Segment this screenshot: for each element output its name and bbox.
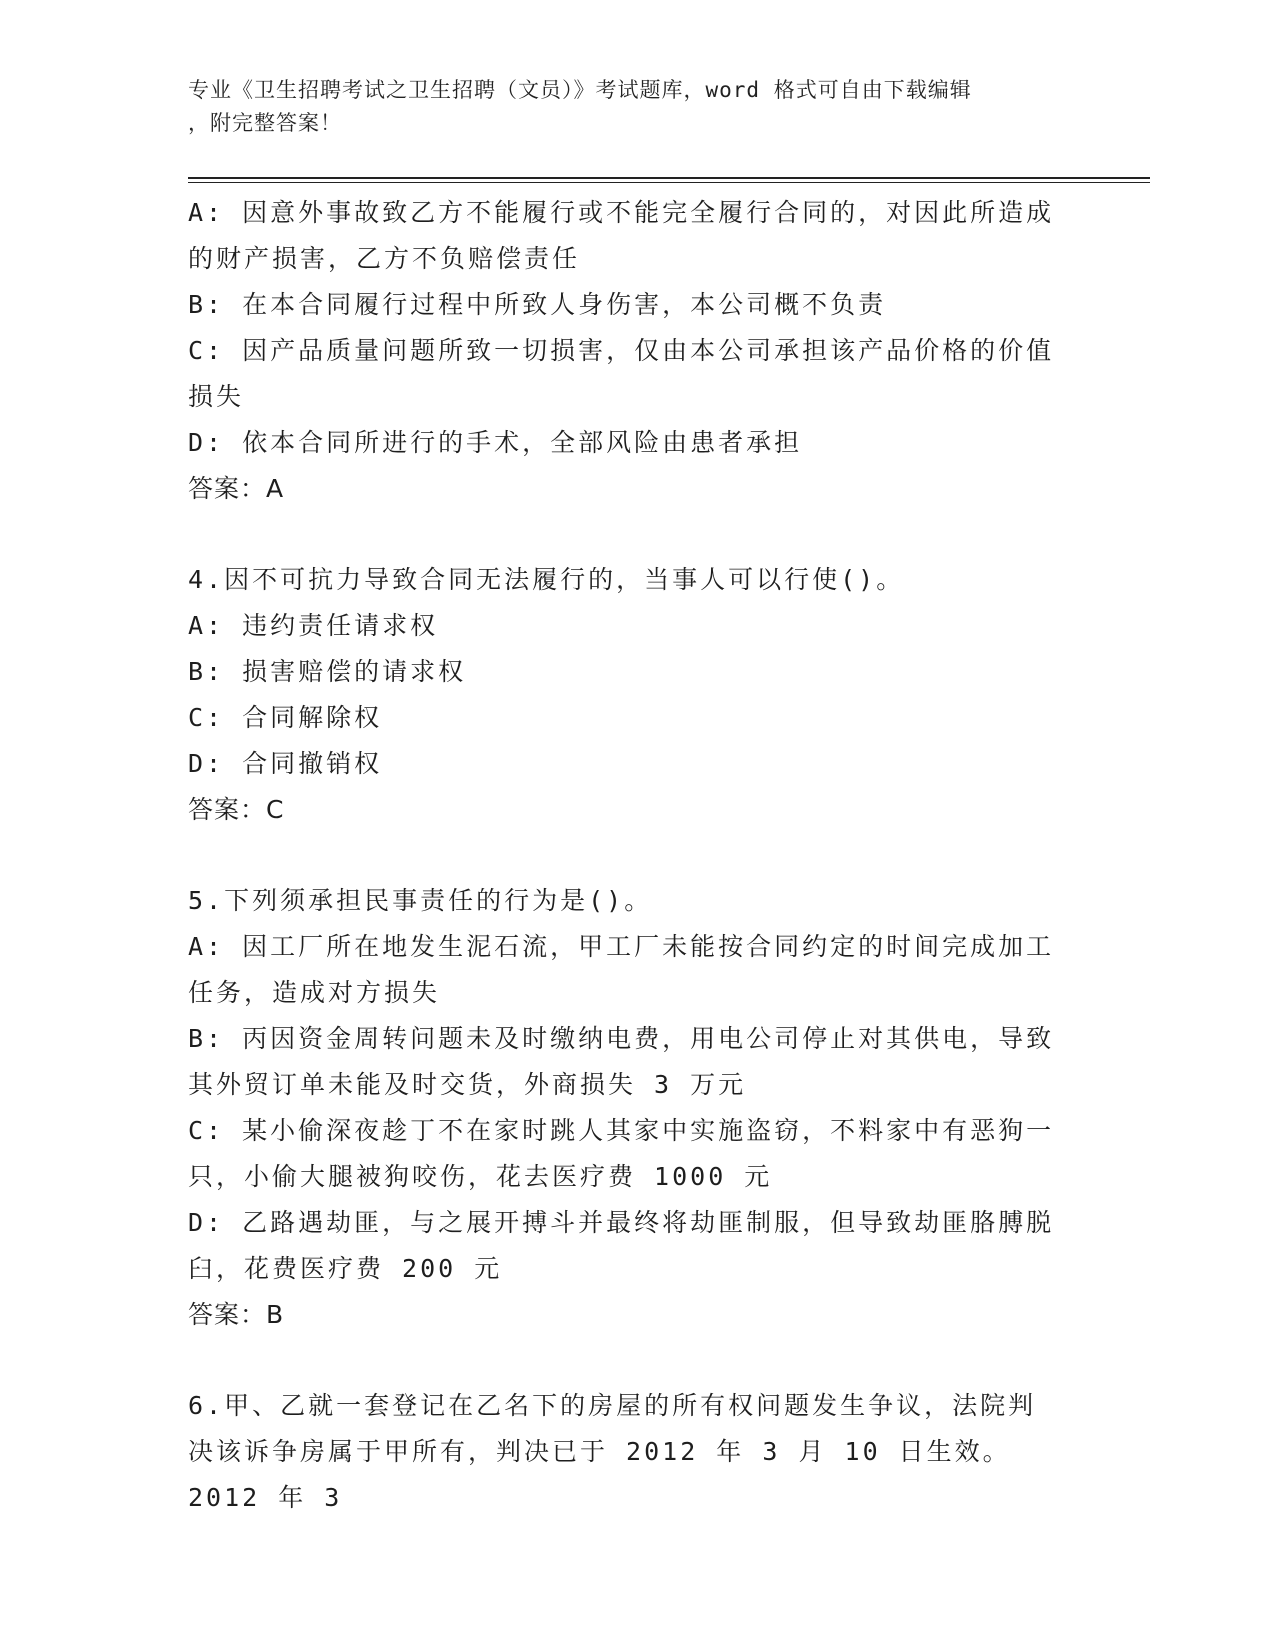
q5-option-c-line-1: C: 某小偷深夜趁丁不在家时跳人其家中实施盗窃，不料家中有恶狗一 bbox=[188, 1116, 1055, 1145]
q4-answer: 答案：C bbox=[188, 795, 285, 824]
q5-option-b-line-2: 其外贸订单未能及时交货，外商损失 3 万元 bbox=[188, 1070, 747, 1099]
q5-option-a-line-1: A: 因工厂所在地发生泥石流，甲工厂未能按合同约定的时间完成加工 bbox=[188, 932, 1055, 961]
question-6 bbox=[188, 1383, 1078, 1521]
document-header bbox=[188, 74, 1068, 140]
q6-stem-line-2: 决该诉争房属于甲所有，判决已于 2012 年 3 月 10 日生效。2012 年 3 bbox=[188, 1437, 1011, 1512]
q5-option-b-line-1: B: 丙因资金周转问题未及时缴纳电费，用电公司停止对其供电，导致 bbox=[188, 1024, 1055, 1053]
q5-stem: 5.下列须承担民事责任的行为是()。 bbox=[188, 886, 653, 915]
q4-stem: 4.因不可抗力导致合同无法履行的，当事人可以行使()。 bbox=[188, 565, 905, 594]
q3-option-b: B: 在本合同履行过程中所致人身伤害，本公司概不负责 bbox=[188, 290, 887, 319]
header-line-2: ，附完整答案！ bbox=[188, 111, 342, 135]
q4-option-c: C: 合同解除权 bbox=[188, 703, 383, 732]
q5-option-a-line-2: 任务，造成对方损失 bbox=[188, 978, 441, 1007]
question-4 bbox=[188, 557, 1078, 833]
q5-option-d-line-2: 臼，花费医疗费 200 元 bbox=[188, 1254, 503, 1283]
q4-option-a: A: 违约责任请求权 bbox=[188, 611, 439, 640]
question-3-options bbox=[188, 190, 1078, 512]
question-5 bbox=[188, 878, 1078, 1338]
q3-answer: 答案：A bbox=[188, 474, 285, 503]
document-body bbox=[188, 190, 1078, 1521]
q5-option-c-line-2: 只，小偷大腿被狗咬伤，花去医疗费 1000 元 bbox=[188, 1162, 773, 1191]
spacer bbox=[188, 833, 1078, 878]
q3-option-a-line-2: 的财产损害，乙方不负赔偿责任 bbox=[188, 244, 581, 273]
header-divider-thin bbox=[188, 182, 1150, 183]
q4-option-d: D: 合同撤销权 bbox=[188, 749, 383, 778]
q3-option-d: D: 依本合同所进行的手术，全部风险由患者承担 bbox=[188, 428, 803, 457]
header-line-1: 专业《卫生招聘考试之卫生招聘（文员）》考试题库，word 格式可自由下载编辑 bbox=[188, 78, 972, 102]
q3-option-a-line-1: A: 因意外事故致乙方不能履行或不能完全履行合同的，对因此所造成 bbox=[188, 198, 1055, 227]
q3-option-c-line-1: C: 因产品质量问题所致一切损害，仅由本公司承担该产品价格的价值 bbox=[188, 336, 1055, 365]
spacer bbox=[188, 1338, 1078, 1383]
q5-answer: 答案：B bbox=[188, 1300, 285, 1329]
q4-option-b: B: 损害赔偿的请求权 bbox=[188, 657, 467, 686]
header-divider-thick bbox=[188, 177, 1150, 179]
q5-option-d-line-1: D: 乙路遇劫匪，与之展开搏斗并最终将劫匪制服，但导致劫匪胳膊脱 bbox=[188, 1208, 1055, 1237]
q6-stem-line-1: 6.甲、乙就一套登记在乙名下的房屋的所有权问题发生争议，法院判 bbox=[188, 1391, 1037, 1420]
spacer bbox=[188, 512, 1078, 557]
q3-option-c-line-2: 损失 bbox=[188, 382, 245, 411]
